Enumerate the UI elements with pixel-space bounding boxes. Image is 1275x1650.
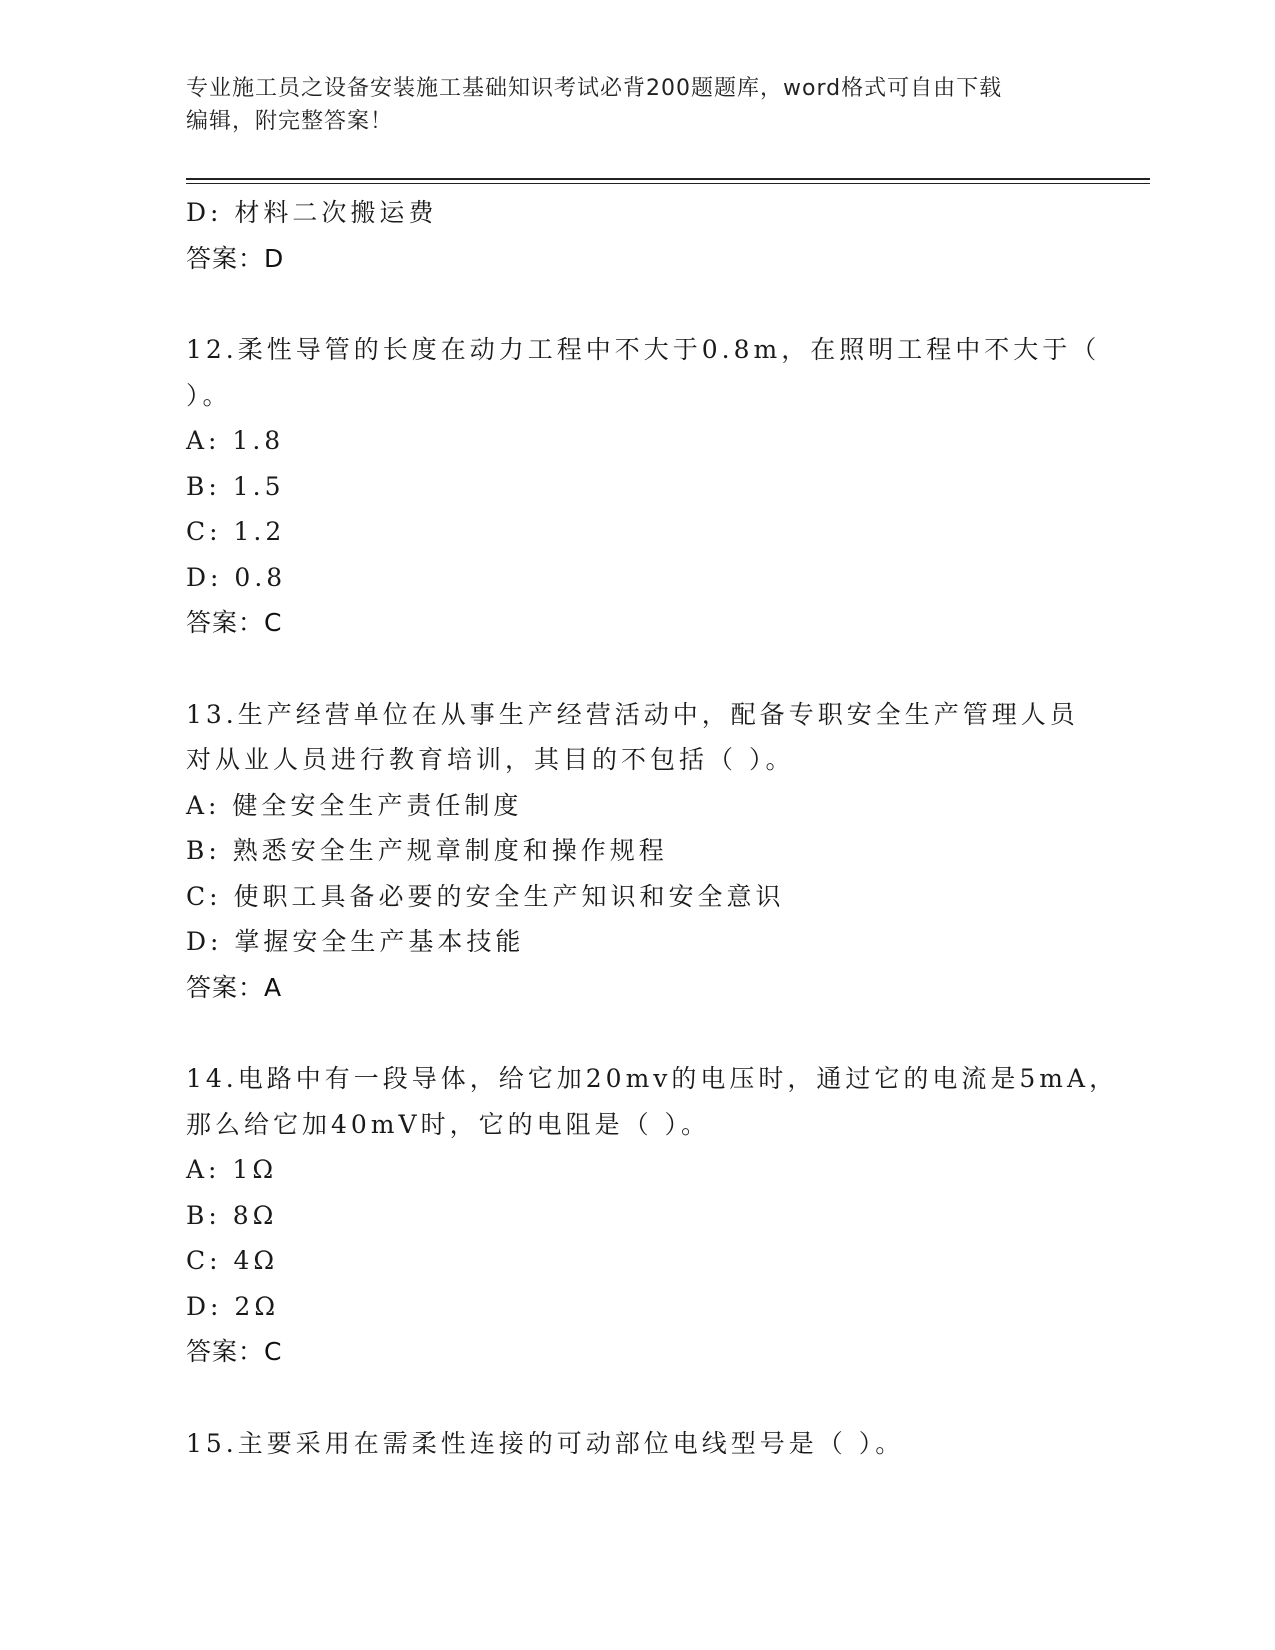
header-line-2: 编辑，附完整答案！ <box>186 109 394 134</box>
question-12-option-b: B: 1.5 <box>186 471 285 501</box>
question-14-option-b: B: 8Ω <box>186 1200 278 1230</box>
question-14-option-a: A: 1Ω <box>186 1155 278 1184</box>
question-12-answer: 答案：C <box>186 608 283 637</box>
question-13-option-b: B: 熟悉安全生产规章制度和操作规程 <box>186 836 668 865</box>
question-14 <box>186 1056 1119 1375</box>
question-12-text-line-1: 12.柔性导管的长度在动力工程中不大于0.8m，在照明工程中不大于（ <box>186 335 1101 364</box>
question-13-text-line-2: 对从业人员进行教育培训，其目的不包括（ ）。 <box>186 745 795 774</box>
spacer <box>186 1375 1086 1421</box>
header-divider-thin <box>186 183 1150 184</box>
question-13-text-line-1: 13.生产经营单位在从事生产经营活动中，配备专职安全生产管理人员 <box>186 699 1079 729</box>
spacer <box>186 646 1086 692</box>
header-line-1: 专业施工员之设备安装施工基础知识考试必背200题题库，word格式可自由下载 <box>186 76 1003 101</box>
question-13-option-a: A: 健全安全生产责任制度 <box>186 790 523 820</box>
header-divider-thick <box>186 178 1150 180</box>
question-13-option-d: D: 掌握安全生产基本技能 <box>186 927 525 956</box>
question-12-option-a: A: 1.8 <box>186 426 285 455</box>
question-14-option-c: C: 4Ω <box>186 1246 279 1275</box>
question-15 <box>186 1421 1086 1467</box>
prev-option-d: D: 材料二次搬运费 <box>186 198 438 227</box>
question-15-text-line-1: 15.主要采用在需柔性连接的可动部位电线型号是（ ）。 <box>186 1428 905 1458</box>
question-13 <box>186 692 1086 1011</box>
document-header <box>186 72 1066 138</box>
question-12-option-c: C: 1.2 <box>186 517 286 546</box>
question-13-answer: 答案：A <box>186 972 283 1002</box>
question-14-text-line-1: 14.电路中有一段导体，给它加20mv的电压时，通过它的电流是5mA， <box>186 1064 1119 1093</box>
question-14-option-d: D: 2Ω <box>186 1291 280 1321</box>
question-14-answer: 答案：C <box>186 1337 283 1366</box>
spacer <box>186 1010 1086 1056</box>
question-12-text-line-2: ）。 <box>186 380 232 410</box>
question-12-option-d: D: 0.8 <box>186 562 287 592</box>
document-body <box>186 190 1119 1466</box>
prev-answer: 答案：D <box>186 243 285 273</box>
question-14-text-line-2: 那么给它加40mV时，它的电阻是（ ）。 <box>186 1109 711 1139</box>
question-12 <box>186 327 1101 646</box>
question-13-option-c: C: 使职工具备必要的安全生产知识和安全意识 <box>186 881 785 911</box>
spacer <box>186 281 1086 327</box>
